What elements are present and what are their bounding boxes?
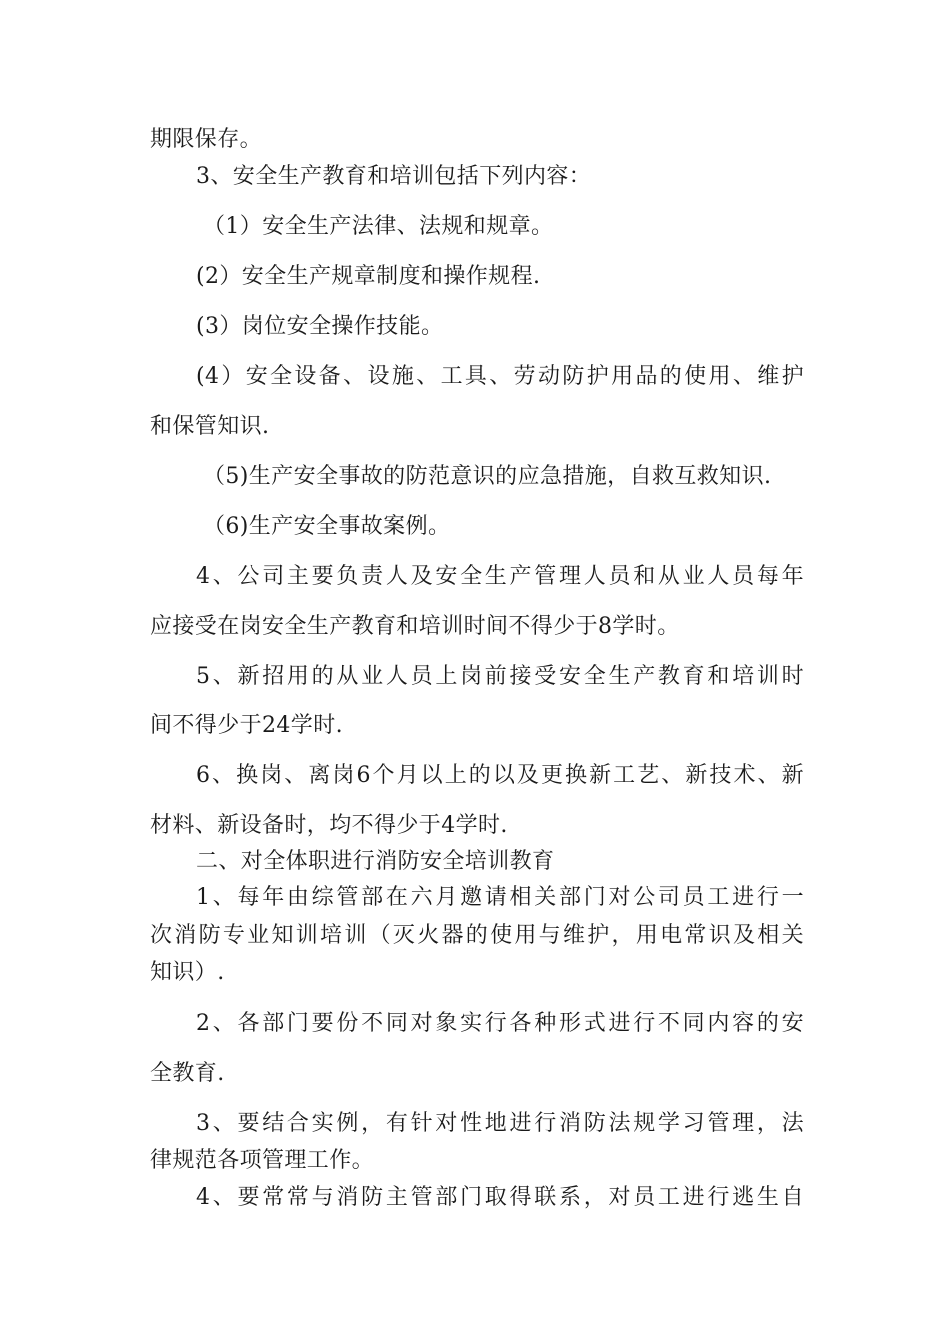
text-line: 6、换岗、离岗6个月以上的以及更换新工艺、新技术、新 <box>196 763 804 788</box>
text-line: 全教育. <box>150 1061 225 1086</box>
text-line: 3、要结合实例，有针对性地进行消防法规学习管理，法 <box>196 1111 804 1136</box>
text-line: (3）岗位安全操作技能。 <box>196 314 444 339</box>
text-line: 二、对全体职进行消防安全培训教育 <box>196 849 555 874</box>
text-line: （5)生产安全事故的防范意识的应急措施，自救互救知识. <box>203 464 772 489</box>
text-line: 2、各部门要份不同对象实行各种形式进行不同内容的安 <box>196 1011 804 1036</box>
text-line: 应接受在岗安全生产教育和培训时间不得少于8学时。 <box>150 614 680 639</box>
text-line: (4）安全设备、设施、工具、劳动防护用品的使用、维护 <box>196 364 804 389</box>
text-line: 材料、新设备时，均不得少于4学时. <box>150 813 508 838</box>
text-line: （1）安全生产法律、法规和规章。 <box>203 214 554 239</box>
text-line: 1、每年由综管部在六月邀请相关部门对公司员工进行一 <box>196 885 804 910</box>
text-line: （6)生产安全事故案例。 <box>203 514 451 539</box>
text-line: 间不得少于24学时. <box>150 713 343 738</box>
text-line: (2）安全生产规章制度和操作规程. <box>196 264 541 289</box>
text-line: 次消防专业知训培训（灭火器的使用与维护，用电常识及相关 <box>150 923 804 948</box>
text-line: 5、新招用的从业人员上岗前接受安全生产教育和培训时 <box>196 664 804 689</box>
text-line: 3、安全生产教育和培训包括下列内容： <box>196 164 592 189</box>
text-line: 期限保存。 <box>150 127 263 152</box>
text-line: 4、要常常与消防主管部门取得联系，对员工进行逃生自 <box>196 1185 804 1210</box>
text-line: 4、公司主要负责人及安全生产管理人员和从业人员每年 <box>196 564 804 589</box>
text-line: 知识）. <box>150 960 225 985</box>
text-line: 律规范各项管理工作。 <box>150 1148 375 1173</box>
text-line: 和保管知识. <box>150 414 270 439</box>
